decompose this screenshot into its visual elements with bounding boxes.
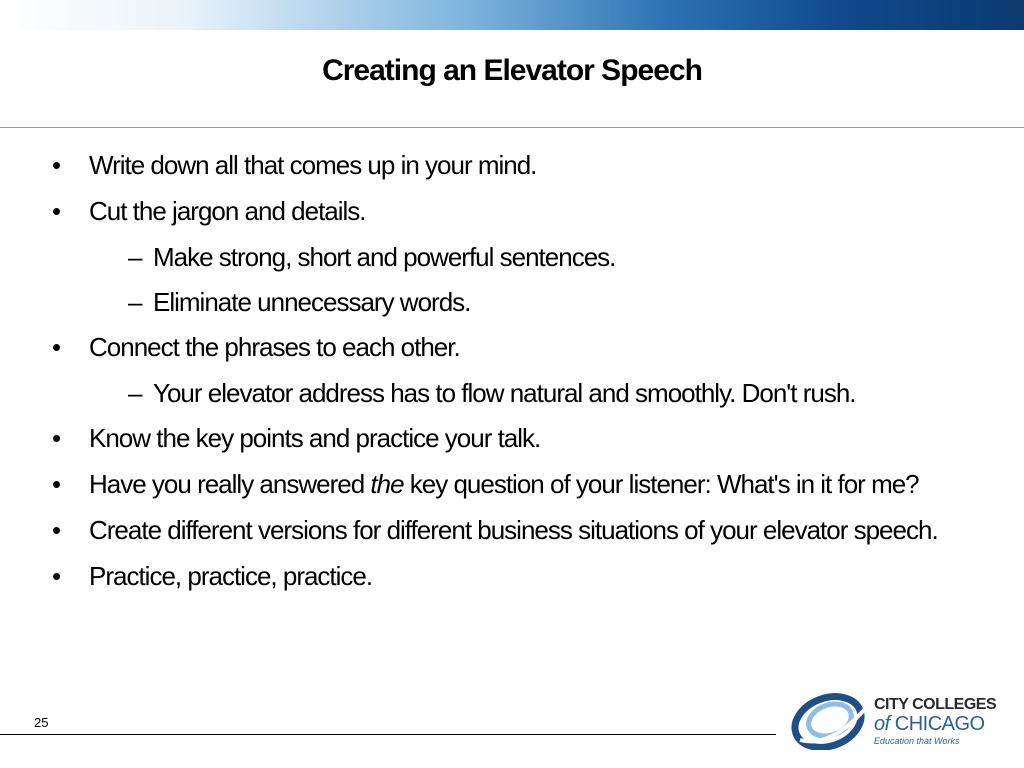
bullet-item xyxy=(46,192,976,230)
sub-bullet-text: Eliminate unnecessary words. xyxy=(153,287,471,317)
bullet-item xyxy=(46,511,939,549)
bullet-text: Create different versions for different business situations of your elevator speech. xyxy=(89,515,938,545)
bullet-mark: • xyxy=(52,332,61,362)
bullet-text-after: key question of your listener: What's in it for me? xyxy=(403,469,919,499)
bullet-item xyxy=(46,557,976,595)
title-divider xyxy=(0,127,1024,128)
bullet-item xyxy=(46,328,976,366)
bullet-mark: • xyxy=(52,561,61,591)
page-number: 25 xyxy=(34,715,49,730)
bullet-text: Cut the jargon and details. xyxy=(89,196,366,226)
bullet-text: Practice, practice, practice. xyxy=(89,561,373,591)
footer-divider xyxy=(0,734,776,735)
bullet-text: Write down all that comes up in your mind. xyxy=(89,150,537,180)
sub-bullet-item xyxy=(46,374,943,412)
sub-bullet-item xyxy=(46,238,976,276)
logo-tagline: Education that Works xyxy=(874,736,960,746)
bullet-mark: • xyxy=(52,515,61,545)
bullet-mark: • xyxy=(52,469,61,499)
bullet-list xyxy=(46,146,976,603)
bullet-item xyxy=(46,419,976,457)
city-colleges-logo xyxy=(790,690,1010,750)
bullet-text: Connect the phrases to each other. xyxy=(89,332,460,362)
bullet-mark: • xyxy=(52,423,61,453)
bullet-item xyxy=(46,465,959,503)
logo-chicago: CHICAGO xyxy=(894,713,985,735)
dash-mark: – xyxy=(128,287,142,317)
bullet-mark: • xyxy=(52,150,61,180)
dash-mark: – xyxy=(128,242,142,272)
bullet-item xyxy=(46,146,976,184)
logo-line-city-colleges: CITY COLLEGES xyxy=(874,696,997,713)
sub-bullet-text: Your elevator address has to flow natural and smoothly. Don't rush. xyxy=(153,378,856,408)
swoosh-logo-icon xyxy=(790,690,870,750)
header-gradient-band xyxy=(0,0,1024,30)
slide-title: Creating an Elevator Speech xyxy=(322,54,702,87)
bullet-text-before: Have you really answered xyxy=(89,469,371,499)
bullet-text: Know the key points and practice your talk. xyxy=(89,423,541,453)
sub-bullet-text: Make strong, short and powerful sentences. xyxy=(153,242,616,272)
dash-mark: – xyxy=(128,378,142,408)
bullet-text-italic: the xyxy=(370,469,404,499)
logo-of: of xyxy=(874,713,890,735)
bullet-mark: • xyxy=(52,196,61,226)
sub-bullet-item xyxy=(46,283,976,321)
logo-line-chicago xyxy=(874,713,985,736)
